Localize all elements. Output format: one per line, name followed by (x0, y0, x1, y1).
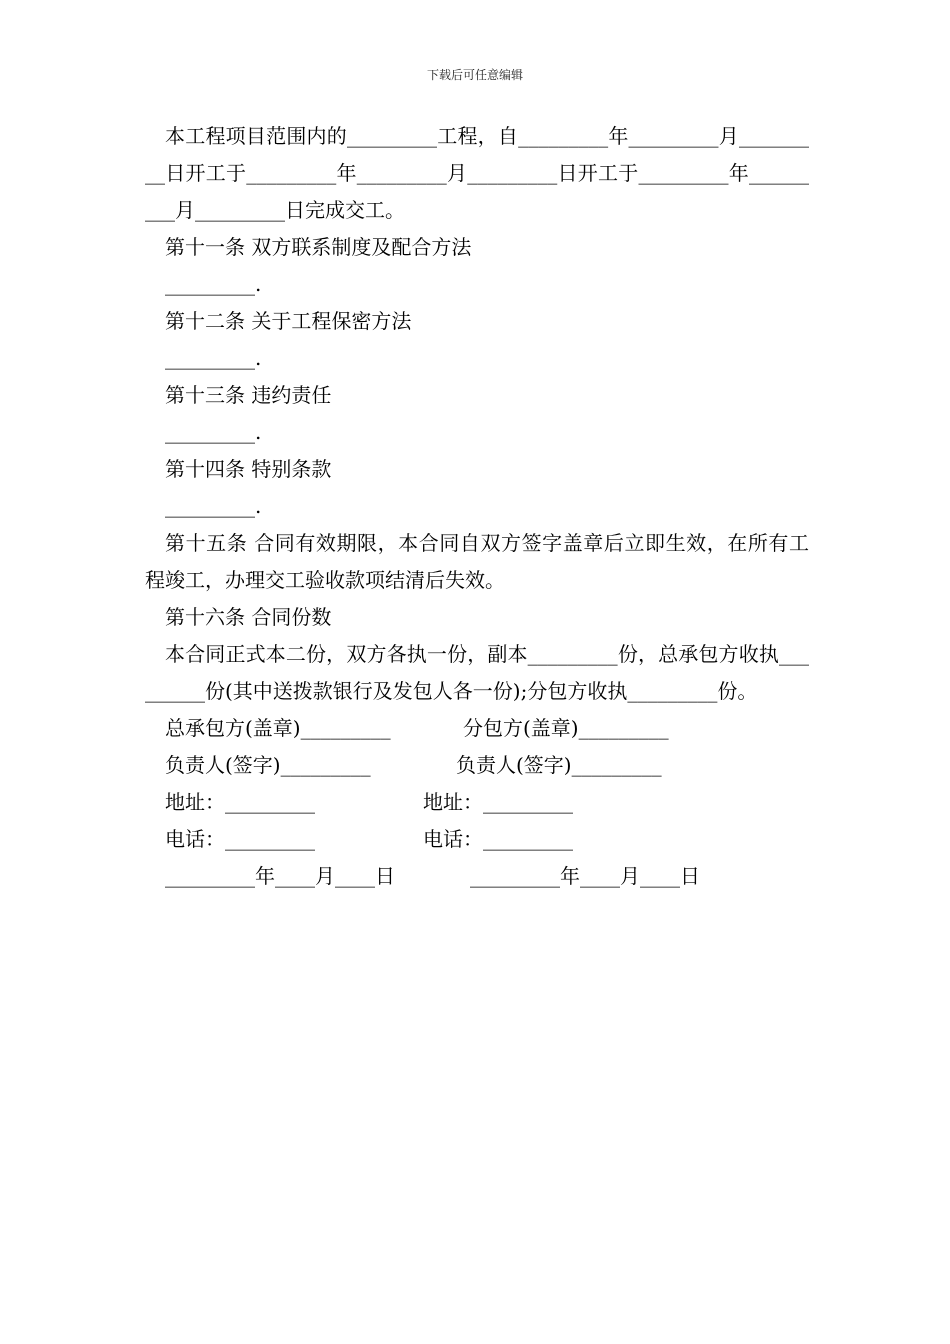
article-12-blank: _________. (165, 346, 262, 370)
article-11-blank: _________. (165, 272, 262, 296)
article-11-title: 第十一条 双方联系制度及配合方法 (165, 235, 472, 259)
contractor-signer-field: 负责人(签字)_________ (165, 753, 371, 777)
article-14-blank: _________. (165, 494, 262, 518)
subcontractor-signer-field: 负责人(签字)_________ (456, 753, 662, 777)
article-16-body: 本合同正式本二份，双方各执一份，副本_________份，总承包方收执_________份(其中送拨款银行及发包人各一份);分包方收执_________份。 (145, 642, 809, 703)
paragraph-schedule: 本工程项目范围内的_________工程，自_________年_________月_________日开工于_________年_________月_________日开工于_________年_________月_________日完成交工。 (145, 124, 809, 222)
subcontractor-date-field: _________年____月____日 (470, 864, 700, 888)
contractor-seal-field: 总承包方(盖章)_________ (165, 716, 391, 740)
page-header: 下载后可任意编辑 (426, 68, 523, 82)
signature-row-seal (145, 710, 809, 747)
signature-row-phone (145, 821, 809, 858)
subcontractor-seal-field: 分包方(盖章)_________ (463, 716, 669, 740)
subcontractor-phone-field: 电话：_________ (423, 827, 573, 851)
contract-body (145, 118, 809, 895)
article-14-title: 第十四条 特别条款 (165, 457, 332, 481)
signature-row-date (145, 858, 809, 895)
article-16-title: 第十六条 合同份数 (165, 605, 332, 629)
article-15: 第十五条 合同有效期限，本合同自双方签字盖章后立即生效，在所有工程竣工，办理交工验收款项结清后失效。 (145, 531, 809, 592)
signature-row-address (145, 784, 809, 821)
subcontractor-address-field: 地址：_________ (423, 790, 573, 814)
contractor-phone-field: 电话：_________ (165, 827, 315, 851)
contractor-address-field: 地址：_________ (165, 790, 315, 814)
article-12-title: 第十二条 关于工程保密方法 (165, 309, 412, 333)
article-13-blank: _________. (165, 420, 262, 444)
article-13-title: 第十三条 违约责任 (165, 383, 332, 407)
contractor-date-field: _________年____月____日 (165, 864, 395, 888)
signature-row-signer (145, 747, 809, 784)
